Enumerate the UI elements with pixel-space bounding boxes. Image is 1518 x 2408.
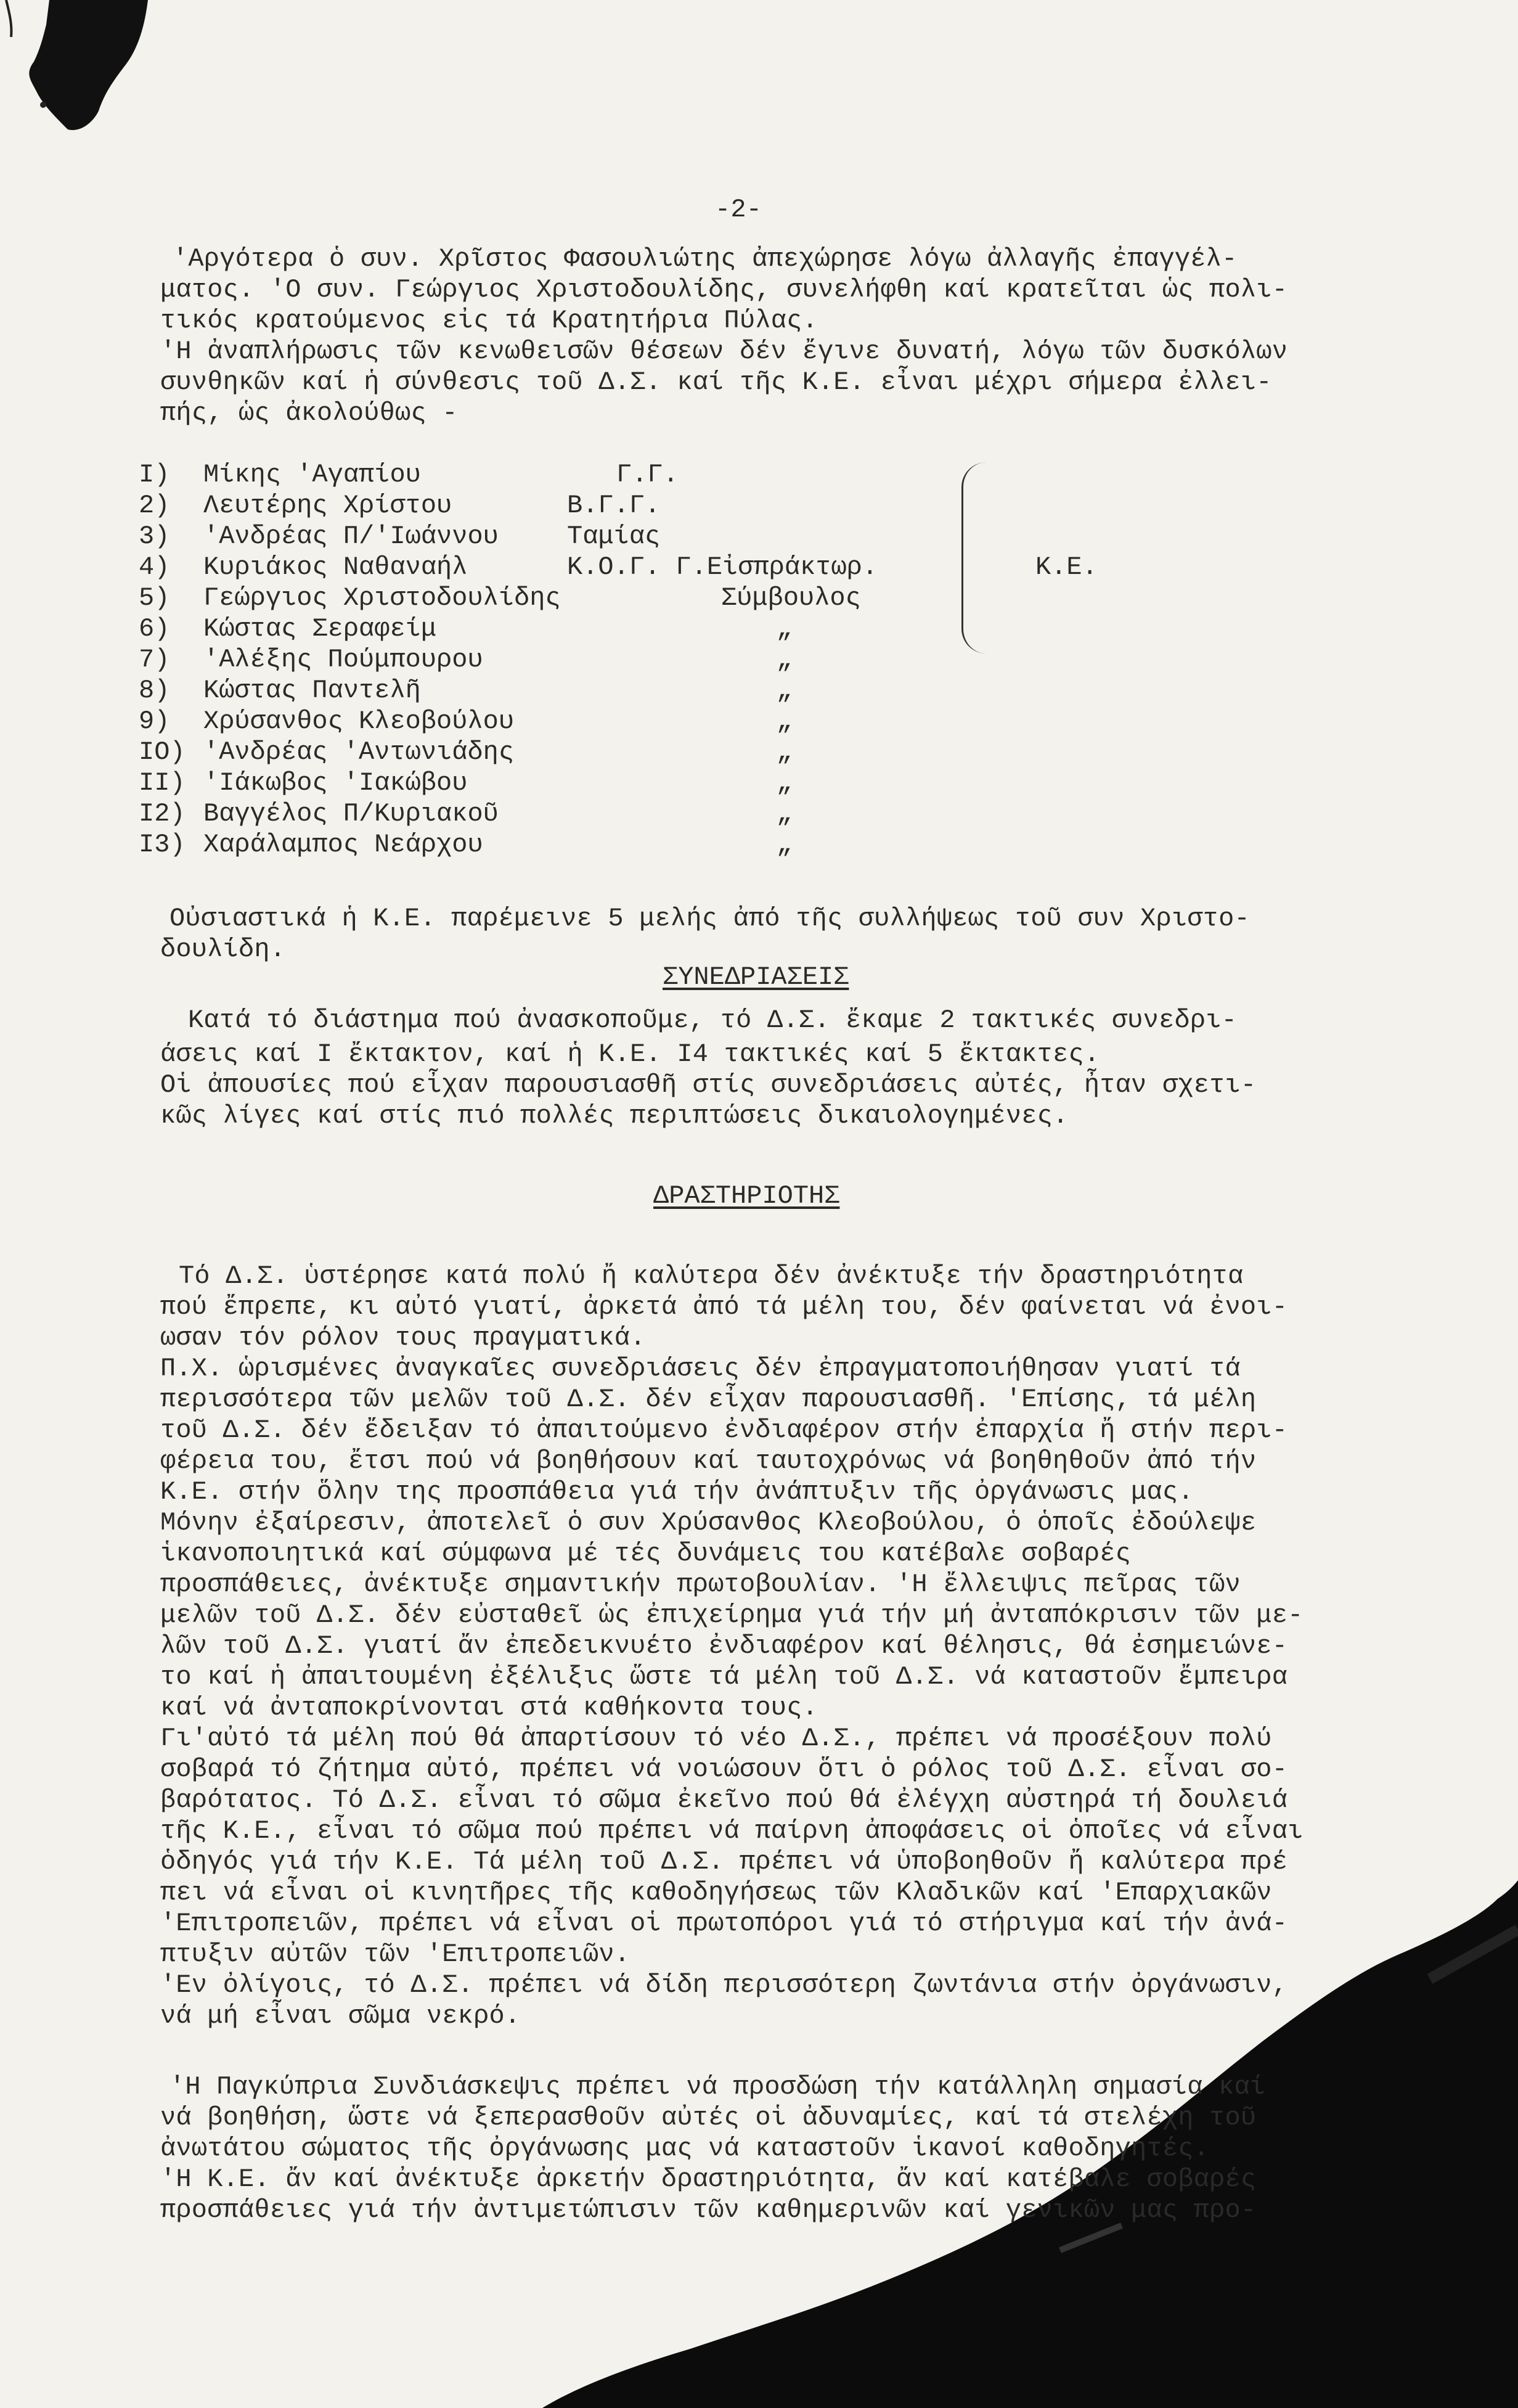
- member-role: „: [777, 645, 793, 674]
- activity-line: Τό Δ.Σ. ὑστέρησε κατά πολύ ἤ καλύτερα δέν ἀνέκτυξε τήν δραστηριότητα: [179, 1261, 1244, 1291]
- member-name: Κυριάκος Ναθαναήλ: [203, 552, 468, 582]
- member-name: Λευτέρης Χρίστου: [203, 491, 452, 520]
- activity-line: τοῦ Δ.Σ. δέν ἔδειξαν τό ἀπαιτούμενο ἐνδιαφέρον στήν ἐπαρχία ἤ στήν περι-: [160, 1415, 1288, 1445]
- member-role: „: [777, 768, 793, 798]
- member-number: 4): [139, 552, 170, 582]
- member-number: II): [139, 768, 186, 798]
- member-role: Γ.Γ.: [616, 460, 679, 489]
- member-number: 6): [139, 614, 170, 644]
- member-number: 5): [139, 583, 170, 613]
- activity-line: πτυξιν αὐτῶν τῶν 'Επιτροπειῶν.: [160, 1939, 630, 1969]
- activity-line: Κ.Ε. στήν ὅλην της προσπάθεια γιά τήν ἀνάπτυξιν τῆς ὀργάνωσις μας.: [160, 1477, 1194, 1507]
- closing-line: 'Η Παγκύπρια Συνδιάσκεψις πρέπει νά προσδώση τήν κατάλληλη σημασία καί: [169, 2072, 1266, 2102]
- closing-line: νά βοηθήση, ὥστε νά ξεπερασθοῦν αὐτές οἱ ἀδυναμίες, καί τά στελέχη τοῦ: [160, 2103, 1257, 2132]
- closing-line: 'Η Κ.Ε. ἄν καί ἀνέκτυξε ἀρκετήν δραστηριότητα, ἄν καί κατέβαλε σοβαρές: [160, 2164, 1257, 2194]
- member-number: 2): [139, 491, 170, 520]
- after-list-line: δουλίδη.: [160, 935, 286, 964]
- activity-line: σοβαρά τό ζήτημα αὐτό, πρέπει νά νοιώσουν ὅτι ὁ ρόλος τοῦ Δ.Σ. εἶναι σο-: [160, 1755, 1288, 1784]
- activity-line: πει νά εἶναι οἱ κινητῆρες τῆς καθοδηγήσεως τῶν Κλαδικῶν καί 'Επαρχιακῶν: [160, 1878, 1272, 1907]
- member-number: 3): [139, 522, 170, 551]
- member-number: IO): [139, 737, 186, 767]
- activity-line: το καί ἡ ἀπαιτουμένη ἐξέλιξις ὥστε τά μέλη τοῦ Δ.Σ. νά καταστοῦν ἔμπειρα: [160, 1662, 1288, 1692]
- sessions-line: κῶς λίγες καί στίς πιό πολλές περιπτώσεις δικαιολογημένες.: [160, 1101, 1069, 1131]
- member-role: „: [777, 614, 793, 644]
- member-name: 'Ιάκωβος 'Ιακώβου: [203, 768, 468, 798]
- member-role: „: [777, 799, 793, 829]
- member-number: I2): [139, 799, 186, 829]
- ink-blot-top-left: [0, 0, 160, 136]
- intro-line: τικός κρατούμενος εἰς τά Κρατητήρια Πύλας.: [160, 306, 818, 335]
- intro-line: πής, ὡς ἀκολούθως -: [160, 398, 458, 428]
- activity-line: μελῶν τοῦ Δ.Σ. δέν εὐσταθεῖ ὡς ἐπιχείρημα γιά τήν μή ἀνταπόκρισιν τῶν με-: [160, 1600, 1304, 1630]
- member-number: 9): [139, 706, 170, 736]
- sessions-line: Οἱ ἀπουσίες πού εἶχαν παρουσιασθῆ στίς συνεδριάσεις αὐτές, ἦταν σχετι-: [160, 1070, 1257, 1100]
- activity-line: 'Επιτροπειῶν, πρέπει νά εἶναι οἱ πρωτοπόροι γιά τό στήριγμα καί τήν ἀνά-: [160, 1909, 1288, 1938]
- member-role: Κ.Ο.Γ. Γ.Εἰσπράκτωρ.: [567, 552, 878, 582]
- activity-line: προσπάθειες, ἀνέκτυξε σημαντικήν πρωτοβουλίαν. 'Η ἔλλειψις πεῖρας τῶν: [160, 1570, 1241, 1599]
- page-number: -2-: [715, 195, 762, 224]
- activity-line: 'Εν ὀλίγοις, τό Δ.Σ. πρέπει νά δίδη περισσότερη ζωντάνια στήν ὀργάνωσιν,: [160, 1970, 1288, 2000]
- activity-line: Μόνην ἐξαίρεσιν, ἀποτελεῖ ὁ συν Χρύσανθος Κλεοβούλου, ὁ ὁποῖς ἐδούλεψε: [160, 1508, 1257, 1538]
- member-role: Ταμίας: [567, 522, 661, 551]
- activity-line: καί νά ἀνταποκρίνονται στά καθήκοντα τους.: [160, 1693, 818, 1722]
- member-role: Β.Γ.Γ.: [567, 491, 661, 520]
- member-number: I): [139, 460, 170, 489]
- activity-line: φέρεια του, ἔτσι πού νά βοηθήσουν καί ταυτοχρόνως νά βοηθηθοῦν ἀπό τήν: [160, 1446, 1257, 1476]
- member-name: Χρύσανθος Κλεοβούλου: [203, 706, 515, 736]
- member-name: Βαγγέλος Π/Κυριακοῦ: [203, 799, 499, 829]
- after-list-line: Οὐσιαστικά ἡ Κ.Ε. παρέμεινε 5 μελής ἀπό τῆς συλλήψεως τοῦ συν Χριστο-: [169, 904, 1250, 933]
- intro-line: συνθηκῶν καί ἡ σύνθεσις τοῦ Δ.Σ. καί τῆς Κ.Ε. εἶναι μέχρι σήμερα ἐλλει-: [160, 367, 1272, 397]
- closing-line: προσπάθειες γιά τήν ἀντιμετώπισιν τῶν καθημερινῶν καί γενικῶν μας προ-: [160, 2195, 1257, 2225]
- member-number: 7): [139, 645, 170, 674]
- member-name: Κώστας Παντελῆ: [203, 676, 421, 705]
- activity-line: περισσότερα τῶν μελῶν τοῦ Δ.Σ. δέν εἶχαν παρουσιασθῆ. 'Επίσης, τά μέλη: [160, 1385, 1257, 1414]
- member-role: Σύμβουλος: [721, 583, 861, 613]
- member-name: Γεώργιος Χριστοδουλίδης: [203, 583, 561, 613]
- member-name: Μίκης 'Αγαπίου: [203, 460, 421, 489]
- intro-line: 'Αργότερα ὁ συν. Χρῖστος Φασουλιώτης ἀπεχώρησε λόγω ἀλλαγῆς ἐπαγγέλ-: [173, 244, 1238, 274]
- intro-line: 'Η ἀναπλήρωσις τῶν κενωθεισῶν θέσεων δέν ἔγινε δυνατή, λόγω τῶν δυσκόλων: [160, 337, 1288, 366]
- member-name: 'Αλέξης Πούμπουρου: [203, 645, 483, 674]
- activity-line: ωσαν τόν ρόλον τους πραγματικά.: [160, 1323, 646, 1353]
- activity-line: πού ἔπρεπε, κι αὐτό γιατί, ἀρκετά ἀπό τά μέλη του, δέν φαίνεται νά ἐνοι-: [160, 1292, 1288, 1322]
- member-number: 8): [139, 676, 170, 705]
- heading-activity: ΔΡΑΣΤΗΡΙΟΤΗΣ: [653, 1181, 840, 1211]
- intro-line: ματος. 'Ο συν. Γεώργιος Χριστοδουλίδης, συνελήφθη καί κρατεῖται ὡς πολι-: [160, 275, 1288, 305]
- activity-line: λῶν τοῦ Δ.Σ. γιατί ἄν ἐπεδεικνυέτο ἐνδιαφέρον καί θέλησις, θά ἐσημειώνε-: [160, 1631, 1288, 1661]
- member-role: „: [777, 676, 793, 705]
- sessions-line: άσεις καί I ἔκτακτον, καί ἡ Κ.Ε. I4 τακτικές καί 5 ἔκτακτες.: [160, 1039, 1100, 1069]
- member-name: Χαράλαμπος Νεάρχου: [203, 830, 483, 859]
- member-name: 'Ανδρέας 'Αντωνιάδης: [203, 737, 515, 767]
- closing-line: ἀνωτάτου σώματος τῆς ὀργάνωσης μας νά καταστοῦν ἱκανοί καθοδηγητές.: [160, 2134, 1210, 2163]
- member-role: „: [777, 706, 793, 736]
- brace: [961, 462, 988, 653]
- member-name: Κώστας Σεραφείμ: [203, 614, 437, 644]
- activity-line: Γι'αὐτό τά μέλη πού θά ἀπαρτίσουν τό νέο Δ.Σ., πρέπει νά προσέξουν πολύ: [160, 1724, 1272, 1753]
- activity-line: Π.Χ. ὡρισμένες ἀναγκαῖες συνεδριάσεις δέν ἐπραγματοποιήθησαν γιατί τά: [160, 1354, 1241, 1383]
- activity-line: ἱκανοποιητικά καί σύμφωνα μέ τές δυνάμεις του κατέβαλε σοβαρές: [160, 1539, 1132, 1568]
- sessions-line: Κατά τό διάστημα πού ἀνασκοποῦμε, τό Δ.Σ. ἔκαμε 2 τακτικές συνεδρι-: [188, 1005, 1238, 1035]
- activity-line: τῆς Κ.Ε., εἶναι τό σῶμα πού πρέπει νά παίρνη ἀποφάσεις οἱ ὁποῖες νά εἶναι: [160, 1816, 1304, 1846]
- activity-line: ὁδηγός γιά τήν Κ.Ε. Τά μέλη τοῦ Δ.Σ. πρέπει νά ὑποβοηθοῦν ἤ καλύτερα πρέ: [160, 1847, 1288, 1877]
- brace-label: Κ.Ε.: [1035, 552, 1098, 582]
- member-number: I3): [139, 830, 186, 859]
- member-role: „: [777, 830, 793, 859]
- activity-line: νά μή εἶναι σῶμα νεκρό.: [160, 2001, 521, 2031]
- activity-line: βαρότατος. Τό Δ.Σ. εἶναι τό σῶμα ἐκεῖνο πού θά ἐλέγχη αὐστηρά τή δουλειά: [160, 1785, 1288, 1815]
- member-role: „: [777, 737, 793, 767]
- heading-sessions: ΣΥΝΕΔΡΙΑΣΕΙΣ: [663, 962, 849, 992]
- member-name: 'Ανδρέας Π/'Ιωάννου: [203, 522, 499, 551]
